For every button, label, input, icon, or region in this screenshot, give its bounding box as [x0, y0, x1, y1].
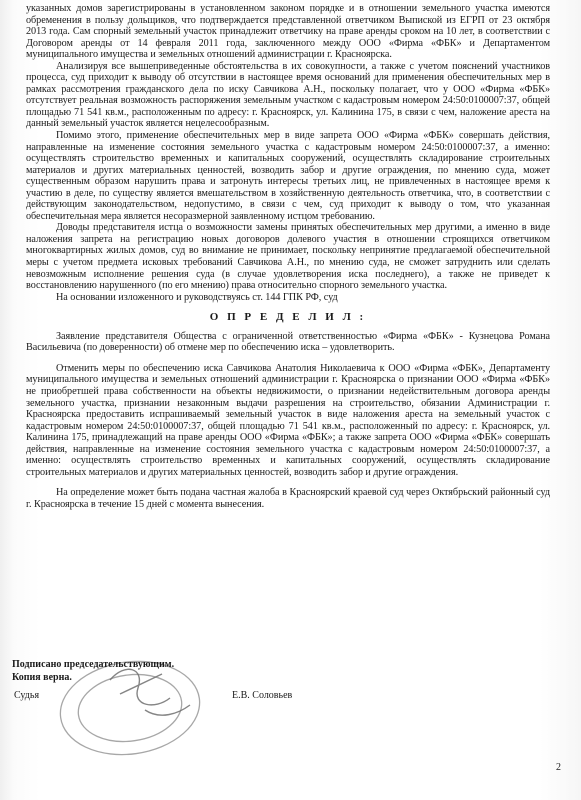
paragraph-legal-basis: На основании изложенного и руководствуясь ст. 144 ГПК РФ, суд: [56, 291, 338, 303]
paragraph-continuation: указанных домов зарегистрированы в установленном законом порядке и в отношении земельного участка имеются обременения в пользу дольщиков, что подтверждается представленной ответчиком Выпиской из ЕГРП от 23 октября 2013 года. Сам спорный земельный участок принадлежит ответчику на праве аренды сроком на 10 лет, в соответствии с Договором аренды от 14 февраля 2011 года, заключенного между ООО «Фирма «ФБК» и Департаментом муниципального имущества и земельных отношений администрации г. Красноярска.: [26, 3, 550, 61]
signoff-block: [12, 658, 312, 684]
decision-paragraph-cancel-measures: Отменить меры по обеспечению иска Савчикова Анатолия Николаевича к ООО «Фирма «ФБК», Департаменту муниципального имущества и земельных отношений администрации г. Красноярска о признании ООО «Фирма «ФБК» не приобретшей права собственности на объекты недвижимости, о признании недействительным договора аренды земельного участка, признании незаконным выдачи разрешения на строительство, обязании Администрации г. Красноярска предоставить испрашиваемый земельный участок в виде наложения ареста на земельный участок с кадастровым номером 24:50:0100007:37, общей площадью 71 541 кв.м., расположенный по адресу: г. Красноярск, ул. Калинина 175, принадлежащий на праве аренды ООО «Фирма «ФБК»; а также запрета ООО «Фирма «ФБК» совершать действия, направленные на изменение состояния земельного участка с кадастровым номером 24:50:0100007:37, а именно: осуществлять строительство временных и капитальных сооружений, осуществлять складирование строительных материалов и других материальных ценностей, возводить забор и другие ограждения.: [26, 362, 550, 478]
page-number: 2: [556, 762, 561, 773]
signoff-signed: Подписано председательствующим.: [12, 659, 175, 670]
decision-heading: О П Р Е Д Е Л И Л :: [209, 311, 367, 324]
paragraph-analysis: Анализируя все вышеприведенные обстоятельства в их совокупности, а также с учетом пояснений участников процесса, суд приходит к выводу об отсутствии в настоящее время оснований для применения обеспечительных мер в рамках рассмотрения гражданского дела по иску Савчикова А.Н., поскольку полагает, что у ООО «Фирма «ФБК» отсутствует реальная возможность распоряжения земельным участком с кадастровым номером 24:50:0100007:37, общей площадью 71 541 кв.м., расположенным по адресу: г. Красноярск, ул. Калинина 175, в связи с чем, наложение ареста на данный земельный участок является нецелесообразным.: [26, 60, 550, 130]
judge-name: Е.В. Соловьев: [232, 690, 293, 701]
paragraph-interim-measures: Помимо этого, применение обеспечительных мер в виде запрета ООО «Фирма «ФБК» совершать действия, направленные на изменение состояния земельного участка с кадастровым номером 24:50:0100007:37, а именно: осуществлять строительство временных и капитальных сооружений, осуществлять складирование строительных материалов и других материальных ценностей, возводить забор и другие ограждения, по мнению суда, может существенным образом нарушить права и затронуть интересы третьих лиц, не привлеченных в настоящее время к участию в деле, по существу является вмешательством в хозяйственную деятельность ответчика, что, в соответствии с действующим законодательством, недопустимо, в связи с чем, суд приходит к выводу о том, что указанная обеспечительная мера является несоразмерной заявленному истцом требованию.: [26, 130, 550, 222]
decision-paragraph-granted: Заявление представителя Общества с ограниченной ответственностью «Фирма «ФБК» - Кузнецова Романа Васильевича (по доверенности) об отмене мер по обеспечению иска – удовлетворить.: [26, 330, 550, 354]
paragraph-plaintiff-arguments: Доводы представителя истца о возможности замены принятых обеспечительных мер другими, а именно в виде наложения запрета на регистрацию новых договоров долевого участия в отношении строящихся ответчиком многоквартирных жилых домов, суд во внимание не принимает, поскольку непринятие предлагаемой обеспечительной меры с учетом предмета исковых требований Савчикова А.Н., по мнению суда, не сможет затруднить или сделать невозможным исполнение решения суда (в случае удовлетворения иска последнего), а также не приведет к восстановлению нарушенного (по его мнению) права относительно спорного земельного участка.: [26, 222, 550, 292]
judge-label: Судья: [14, 690, 40, 701]
signoff-copy-certified: Копия верна.: [12, 672, 72, 683]
decision-paragraph-appeal: На определение может быть подана частная жалоба в Красноярский краевой суд через Октябрьский районный суд г. Красноярска в течение 15 дней с момента вынесения.: [26, 487, 550, 510]
document-body: [26, 3, 550, 510]
